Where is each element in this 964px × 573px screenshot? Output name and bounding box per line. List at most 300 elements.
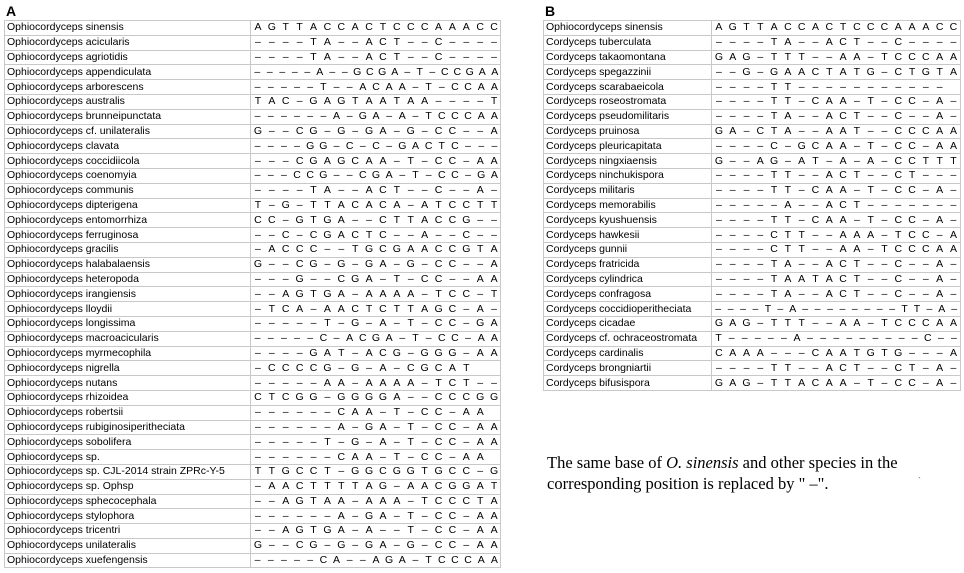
base: – (421, 420, 428, 433)
base: – (937, 332, 944, 345)
alignment-row (5, 228, 501, 243)
base: – (881, 198, 888, 211)
base: G (323, 228, 332, 241)
sequence-cells (251, 435, 501, 450)
base: G (434, 465, 443, 478)
base: – (950, 258, 957, 271)
base: A (894, 21, 902, 34)
base: A (825, 198, 833, 211)
species-name: Ophiocordyceps australis (5, 94, 251, 109)
base: – (282, 154, 289, 167)
base: – (922, 169, 929, 182)
base: T (407, 524, 414, 537)
panel-b-label: B (545, 3, 556, 19)
base: C (894, 169, 903, 182)
species-name: Cordyceps cicadae (544, 316, 712, 331)
base: – (346, 110, 353, 123)
base: C (434, 391, 443, 404)
base: A (490, 80, 498, 93)
base: C (379, 465, 387, 478)
base: T (784, 243, 792, 256)
stray-mark: ` (918, 476, 921, 486)
base: – (282, 539, 289, 552)
base: T (421, 494, 428, 507)
base: – (909, 198, 915, 211)
base: – (463, 50, 470, 63)
base: – (463, 317, 470, 330)
base: G (714, 376, 723, 389)
base: – (254, 110, 261, 123)
base: A (323, 154, 331, 167)
base: G (742, 65, 751, 78)
base: – (922, 361, 929, 374)
base: G (714, 154, 723, 167)
species-name: Cordyceps ninchukispora (544, 168, 712, 183)
base: – (282, 509, 289, 522)
base: C (448, 213, 457, 226)
base: C (908, 228, 916, 241)
base: A (742, 346, 750, 359)
base: T (310, 287, 317, 300)
alignment-row (544, 316, 961, 331)
base: – (407, 391, 414, 404)
base: A (839, 317, 847, 330)
base: T (254, 95, 262, 108)
base: T (853, 258, 861, 271)
sequence-bases (251, 406, 500, 419)
base: – (282, 50, 289, 63)
base: – (853, 139, 860, 152)
base: A (798, 65, 806, 78)
base: – (352, 50, 359, 63)
base: – (296, 50, 303, 63)
base: T (826, 65, 833, 78)
base: – (255, 480, 261, 493)
base: T (463, 376, 470, 389)
base: – (294, 554, 300, 567)
base: T (254, 198, 262, 211)
panel-a-label: A (6, 3, 17, 19)
base: – (338, 50, 345, 63)
base: – (366, 435, 372, 448)
base: A (346, 332, 354, 345)
base: A (949, 65, 957, 78)
base: C (434, 524, 443, 537)
base: – (950, 169, 957, 182)
base: – (386, 139, 393, 152)
base: C (379, 346, 387, 359)
base: T (798, 228, 805, 241)
base: A (867, 228, 875, 241)
base: A (448, 21, 456, 34)
base: – (909, 346, 915, 359)
base: – (255, 450, 261, 463)
base: – (757, 258, 764, 271)
base: G (742, 376, 751, 389)
base: – (267, 169, 274, 182)
base: – (950, 213, 957, 226)
base: C (811, 65, 820, 78)
base: T (770, 317, 778, 330)
base: – (463, 539, 470, 552)
base: A (784, 110, 792, 123)
base: – (757, 198, 764, 211)
sequence-bases (712, 199, 960, 212)
base: – (255, 287, 261, 300)
base: – (338, 36, 345, 49)
base: C (319, 554, 328, 567)
base: G (797, 139, 806, 152)
base: – (922, 198, 929, 211)
sequence-bases (251, 332, 500, 345)
base: – (359, 554, 366, 567)
base: A (476, 524, 484, 537)
base: – (853, 213, 860, 226)
base: – (743, 154, 750, 167)
base: – (867, 287, 874, 300)
base: A (365, 346, 373, 359)
base: – (310, 376, 317, 389)
base: T (435, 376, 442, 389)
base: C (894, 65, 903, 78)
base: A (477, 332, 485, 345)
base: – (282, 272, 289, 285)
base: A (282, 524, 290, 537)
base: – (757, 36, 764, 49)
base: C (434, 509, 443, 522)
base: A (365, 406, 373, 419)
base: A (490, 243, 498, 256)
base: – (922, 287, 929, 300)
base: G (714, 50, 723, 63)
base: – (255, 524, 261, 537)
species-name: Ophiocordyceps agriotidis (5, 50, 251, 65)
base: T (881, 346, 888, 359)
base: C (434, 406, 443, 419)
base: A (407, 95, 415, 108)
alignment-row (544, 331, 961, 346)
base: A (462, 450, 470, 463)
base: – (853, 154, 860, 167)
base: T (393, 272, 401, 285)
base: A (825, 36, 833, 49)
base: A (839, 95, 847, 108)
base: A (268, 243, 276, 256)
sequence-cells (712, 35, 961, 50)
base: A (379, 539, 387, 552)
base: A (365, 36, 373, 49)
base: – (421, 50, 428, 63)
base: T (770, 258, 778, 271)
base: – (491, 376, 497, 389)
base: – (477, 376, 484, 389)
alignment-row (5, 94, 501, 109)
base: A (825, 139, 833, 152)
base: T (407, 509, 414, 522)
base: C (437, 110, 446, 123)
base: – (294, 139, 300, 152)
base: – (812, 169, 819, 182)
base: – (812, 243, 819, 256)
base: – (757, 272, 764, 285)
base: – (754, 332, 761, 345)
base: T (784, 213, 792, 226)
base: – (757, 110, 764, 123)
species-name: Ophiocordyceps cf. unilateralis (5, 124, 251, 139)
base: A (729, 346, 737, 359)
base: T (476, 494, 484, 507)
base: – (449, 450, 456, 463)
base: – (950, 198, 957, 211)
base: A (825, 213, 833, 226)
base: C (295, 465, 304, 478)
base: – (771, 198, 777, 211)
species-name: Cordyceps coccidioperitheciata (544, 302, 712, 317)
base: T (853, 361, 861, 374)
sequence-cells (712, 228, 961, 243)
base: C (337, 21, 346, 34)
base: – (393, 317, 400, 330)
base: A (936, 361, 944, 374)
base: – (729, 272, 736, 285)
base: – (307, 110, 314, 123)
base: – (715, 243, 722, 256)
sequence-cells (251, 316, 501, 331)
base: – (449, 406, 456, 419)
base: – (757, 317, 764, 330)
base: – (757, 139, 764, 152)
base: – (798, 80, 805, 93)
base: – (922, 80, 929, 93)
base: A (407, 287, 415, 300)
base: A (296, 302, 304, 315)
base: T (770, 50, 778, 63)
base: – (421, 435, 428, 448)
sequence-bases (251, 539, 500, 552)
base: – (881, 154, 888, 167)
base: A (490, 124, 498, 137)
base: A (853, 50, 861, 63)
base: A (476, 302, 484, 315)
base: A (825, 346, 833, 359)
base: – (478, 139, 485, 152)
species-name: Ophiocordyceps sp. CJL-2014 strain ZPRc-Y-5 (5, 464, 251, 479)
base: C (839, 272, 847, 285)
base: C (880, 21, 889, 34)
sequence-cells (251, 80, 501, 95)
base: – (477, 287, 484, 300)
base: C (281, 243, 290, 256)
base: – (812, 80, 819, 93)
base: A (825, 287, 833, 300)
base: A (391, 65, 399, 78)
base: T (715, 332, 722, 345)
base: – (950, 376, 957, 389)
base: T (936, 65, 943, 78)
base: G (337, 391, 346, 404)
base: A (839, 184, 847, 197)
base: C (379, 243, 387, 256)
sequence-bases (251, 229, 500, 242)
base: – (366, 361, 372, 374)
base: A (398, 80, 406, 93)
base: A (359, 80, 367, 93)
species-name: Ophiocordyceps sobolifera (5, 435, 251, 450)
base: – (936, 198, 943, 211)
base: T (463, 361, 470, 374)
base: – (393, 258, 400, 271)
base: G (742, 50, 751, 63)
base: – (757, 287, 764, 300)
base: T (310, 524, 317, 537)
base: C (908, 50, 916, 63)
base: C (908, 95, 916, 108)
base: – (757, 80, 764, 93)
base: – (393, 154, 400, 167)
base: A (729, 317, 737, 330)
base: C (451, 332, 459, 345)
base: A (784, 198, 792, 211)
alignment-row (5, 435, 501, 450)
base: – (352, 420, 359, 433)
base: – (743, 124, 750, 137)
base: – (757, 213, 764, 226)
base: A (715, 21, 723, 34)
base: – (859, 332, 866, 345)
base: – (425, 169, 432, 182)
base: – (743, 272, 750, 285)
base: – (715, 169, 722, 182)
alignment-row (544, 198, 961, 213)
base: A (323, 376, 331, 389)
base: – (715, 272, 722, 285)
base: – (771, 346, 777, 359)
base: A (372, 110, 380, 123)
base: C (922, 124, 930, 137)
base: – (895, 198, 902, 211)
base: T (867, 184, 874, 197)
base: A (462, 406, 470, 419)
sequence-bases (251, 169, 500, 182)
base: C (839, 110, 847, 123)
base: A (323, 184, 331, 197)
base: – (798, 198, 805, 211)
base: A (421, 198, 429, 211)
base: – (798, 36, 805, 49)
base: – (895, 80, 902, 93)
alignment-row (5, 494, 501, 509)
alignment-row (544, 213, 961, 228)
base: A (379, 258, 387, 271)
base: T (895, 228, 902, 241)
base: A (770, 21, 778, 34)
base: T (770, 110, 778, 123)
base: C (894, 376, 903, 389)
base: – (296, 406, 303, 419)
base: C (281, 95, 290, 108)
base: A (490, 494, 498, 507)
base: G (295, 494, 304, 507)
alignment-row (5, 464, 501, 479)
base: A (421, 302, 429, 315)
base: A (254, 21, 262, 34)
alignment-row (5, 124, 501, 139)
base: – (729, 287, 736, 300)
sequence-cells (251, 154, 501, 169)
base: A (949, 346, 957, 359)
base: G (448, 480, 457, 493)
base: – (715, 198, 722, 211)
base: – (715, 361, 722, 374)
base: C (440, 65, 449, 78)
base: – (333, 332, 340, 345)
base: – (329, 65, 336, 78)
base: A (490, 154, 498, 167)
base: A (936, 110, 944, 123)
base: A (365, 287, 373, 300)
base: – (296, 36, 303, 49)
sequence-cells (251, 124, 501, 139)
sequence-bases (712, 258, 960, 271)
sequence-cells (712, 272, 961, 287)
base: – (491, 184, 497, 197)
base: C (811, 139, 820, 152)
sequence-bases (712, 303, 960, 316)
sequence-cells (251, 228, 501, 243)
base: A (936, 95, 944, 108)
base: – (282, 258, 289, 271)
sequence-cells (251, 390, 501, 405)
base: – (341, 65, 348, 78)
sequence-bases (712, 125, 960, 138)
base: – (366, 213, 372, 226)
base: – (294, 332, 300, 345)
species-name: Ophiocordyceps irangiensis (5, 287, 251, 302)
base: T (407, 213, 414, 226)
sequence-cells (712, 287, 961, 302)
base: A (337, 494, 345, 507)
base: C (351, 228, 359, 241)
base: C (448, 509, 457, 522)
alignment-row (5, 213, 501, 228)
base: – (352, 36, 359, 49)
base: C (476, 21, 484, 34)
base: – (729, 198, 736, 211)
base: C (434, 450, 443, 463)
base: – (268, 450, 275, 463)
base: C (434, 361, 443, 374)
base: G (371, 169, 381, 182)
base: – (282, 450, 289, 463)
base: – (463, 524, 470, 537)
base: – (407, 450, 414, 463)
sequence-cells (251, 553, 501, 568)
base: – (881, 65, 888, 78)
base: – (729, 169, 736, 182)
base: – (802, 302, 809, 315)
base: – (477, 228, 484, 241)
species-name: Cordyceps cardinalis (544, 346, 712, 361)
base: G (490, 391, 499, 404)
base: C (448, 124, 457, 137)
species-name: Ophiocordyceps macroacicularis (5, 331, 251, 346)
alignment-row (5, 390, 501, 405)
base: A (853, 228, 861, 241)
base: C (268, 213, 276, 226)
base: – (393, 420, 400, 433)
base: – (393, 124, 400, 137)
base: – (407, 50, 414, 63)
